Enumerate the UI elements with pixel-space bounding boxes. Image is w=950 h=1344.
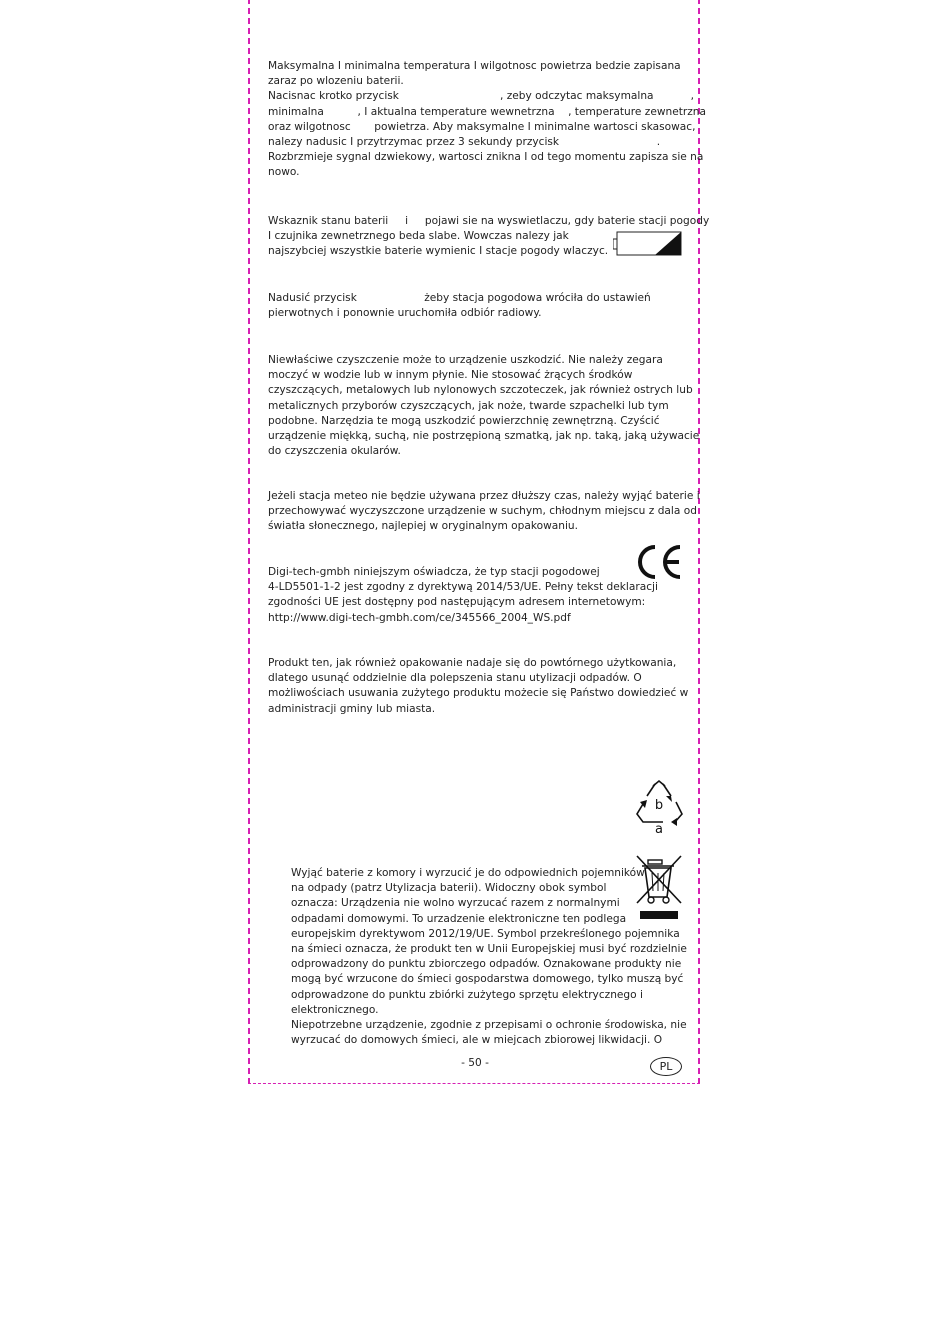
text-line: zgodności UE jest dostępny pod następującym adresem internetowym: [268,596,646,609]
text-line: dlatego usunąć oddzielnie dla polepszenia stanu utylizacji odpadów. O [268,672,642,685]
text-line: Nacisnac krotko przycisk , zeby odczytac maksymalna , [268,90,694,103]
cleaning-section [268,353,700,459]
recycle-icon [633,778,685,836]
ce-mark-icon [634,543,684,581]
recycling-section [268,656,689,717]
text-line: nowo. [268,166,300,179]
text-line: nalezy nadusic I przytrzymac przez 3 sekundy przycisk . [268,136,661,149]
recycle-code-bottom: a [655,822,663,836]
language-badge: PL [650,1057,682,1076]
text-line: Maksymalna I minimalna temperatura I wilgotnosc powietrza bedzie zapisana [268,60,681,72]
text-line: http://www.digi-tech-gmbh.com/ce/345566_2004_WS.pdf [268,611,571,624]
crossed-bin-icon [634,853,684,921]
text-line: mogą być wrzucone do śmieci gospodarstwa domowego, tylko muszą być [291,973,684,986]
text-line: 4-LD5501-1-2 jest zgodny z dyrektywą 2014/53/UE. Pełny tekst deklaracji [268,581,658,594]
text-line: odpadami domowymi. To urzadzenie elektroniczne ten podlega [291,912,627,925]
text-line: odprowadzone do punktu zbiórki zużytego sprzętu elektrycznego i [291,988,643,1001]
text-line: Wyjąć baterie z komory i wyrzucić je do odpowiednich pojemników [291,867,645,879]
text-line: moczyć w wodzie lub w innym płynie. Nie stosować żrących środków [268,369,633,382]
text-line: światła słonecznego, najlepiej w oryginalnym opakowaniu. [268,520,579,533]
text-line: oznacza: Urządzenia nie wolno wyrzucać razem z normalnymi [291,897,620,910]
min-max-section [268,59,707,181]
text-line: administracji gminy lub miasta. [268,702,436,715]
text-line: na odpady (patrz Utylizacja baterii). Widoczny obok symbol [291,882,607,895]
text-line: czyszczących, metalowych lub nylonowych szczoteczek, jak również ostrych lub [268,384,693,397]
text-line: I czujnika zewnetrznego beda slabe. Wowczas nalezy jak [268,230,569,243]
text-line: Nadusić przycisk żeby stacja pogodowa wróciła do ustawień [268,292,651,304]
text-line: możliwościach usuwania zużytego produktu możecie się Państwo dowiedzieć w [268,687,689,700]
text-line: Niewłaściwe czyszczenie może to urządzenie uszkodzić. Nie należy zegara [268,354,663,366]
text-line: Wskaznik stanu baterii i pojawi sie na wyswietlaczu, gdy baterie stacji pogody [268,215,710,227]
text-line: Produkt ten, jak również opakowanie nadaje się do powtórnego użytkowania, [268,657,677,669]
storage-section [268,489,700,535]
text-line: Niepotrzebne urządzenie, zgodnie z przepisami o ochronie środowiska, nie [291,1019,687,1032]
text-line: odprowadzony do punktu zbiorczego odpadów. Oznakowane produkty nie [291,958,682,971]
text-line: najszybciej wszystkie baterie wymienic I stacje pogody wlaczyc. [268,245,609,258]
text-line: podobne. Narzędzia te mogą uszkodzić powierzchnię zewnętrzną. Czyścić [268,414,660,427]
text-line: wyrzucać do domowych śmieci, ale w miejcach zbiorowej likwidacji. O [291,1034,663,1047]
text-line: urządzenie miękką, suchą, nie postrzępioną szmatką, jak np. taką, jaką używacie [268,430,700,443]
text-line: metalicznych przyborów czyszczących, jak noże, twarde szpachelki lub tym [268,399,669,412]
text-line: zaraz po wlozeniu baterii. [268,75,404,88]
text-line: do czyszczenia okularów. [268,445,401,458]
text-line: na śmieci oznacza, że produkt ten w Unii Europejskiej musi być rozdzielnie [291,943,687,956]
text-line: elektronicznego. [291,1003,379,1016]
text-line: europejskim dyrektywom 2012/19/UE. Symbol przekreślonego pojemnika [291,927,680,940]
disposal-section [291,866,687,1048]
text-line: Jeżeli stacja meteo nie będzie używana przez dłuższy czas, należy wyjąć baterie i [268,490,700,502]
text-line: przechowywać wyczyszczone urządzenie w suchym, chłodnym miejscu z dala od [268,505,697,518]
text-line: Digi-tech-gmbh niniejszym oświadcza, że typ stacji pogodowej [268,566,600,578]
recycle-code-top: b [654,798,664,813]
reset-section [268,291,682,321]
declaration-section [268,565,682,626]
text-line: minimalna , I aktualna temperature wewnetrzna , temperature zewnetrzna [268,105,707,118]
page-number: - 50 - [461,1057,489,1069]
text-line: pierwotnych i ponownie uruchomiła odbiór radiowy. [268,307,542,320]
text-line: Rozbrzmieje sygnal dzwiekowy, wartosci zniknа I od tego momentu zapisza sie na [268,151,704,164]
text-line: oraz wilgotnosc powietrza. Aby maksymalne I minimalne wartosci skasowac, [268,120,696,133]
low-battery-icon [613,231,683,257]
